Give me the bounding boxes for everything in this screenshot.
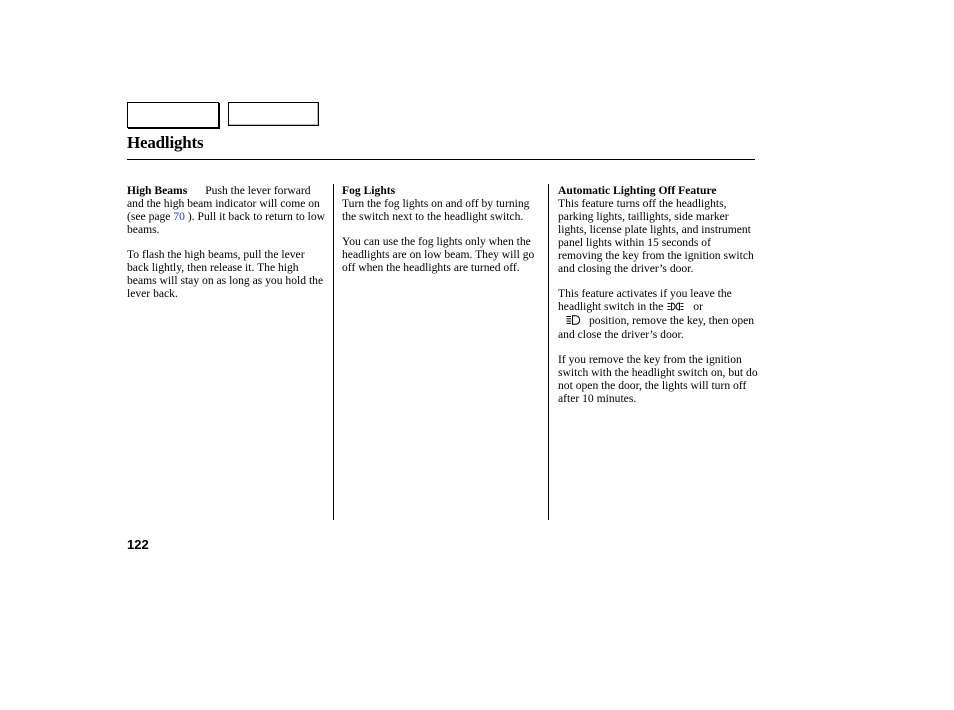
high-beams-text-a: Push the lever forward and the high beam indicator will come on (see page — [127, 184, 320, 223]
high-beams-column — [127, 184, 327, 300]
high-beams-paragraph-2: To flash the high beams, pull the lever back lightly, then release it. The high beams will stay on as long as you hold the lever back. — [127, 248, 324, 300]
nav-button-1[interactable] — [127, 102, 219, 128]
auto-off-column — [558, 184, 758, 405]
column-divider-1 — [333, 184, 334, 520]
page-number: 122 — [127, 537, 149, 552]
high-beams-heading: High Beams — [127, 184, 188, 197]
auto-off-text-2b: position, remove the key, then open and close the driver’s door. — [558, 314, 755, 341]
fog-lights-column — [342, 184, 542, 274]
fog-lights-heading: Fog Lights — [342, 184, 396, 197]
fog-lights-paragraph-1 — [342, 184, 542, 223]
title-divider — [127, 159, 755, 160]
column-divider-2 — [548, 184, 549, 520]
page-title: Headlights — [127, 133, 204, 152]
auto-off-text-1: This feature turns off the headlights, parking lights, taillights, side marker lights, license plate lights, and instrument panel lights within 15 seconds of removing the key from the ignition switch and closing the driver’s door. — [558, 197, 754, 275]
fog-lights-text-1: Turn the fog lights on and off by turning the switch next to the headlight switch. — [342, 197, 530, 223]
high-beams-text-b: ). Pull it back to return to low beams. — [127, 210, 326, 236]
parking-lights-icon — [667, 301, 687, 314]
auto-off-heading: Automatic Lighting Off Feature — [558, 184, 717, 197]
auto-off-text-or: or — [693, 300, 703, 313]
auto-off-paragraph-1 — [558, 184, 758, 275]
auto-off-paragraph-2 — [558, 287, 758, 341]
auto-off-paragraph-3: If you remove the key from the ignition switch with the headlight switch on, but do not open the door, the lights will turn off after 10 minutes. — [558, 353, 758, 405]
high-beams-paragraph-1 — [127, 184, 327, 236]
page-70-link[interactable]: 70 — [173, 210, 185, 223]
nav-button-2[interactable] — [228, 102, 319, 126]
fog-lights-paragraph-2: You can use the fog lights only when the headlights are on low beam. They will go off when the headlights are turned off. — [342, 235, 535, 274]
auto-off-text-2a: This feature activates if you leave the headlight switch in the — [558, 287, 732, 313]
headlights-icon — [566, 315, 582, 328]
